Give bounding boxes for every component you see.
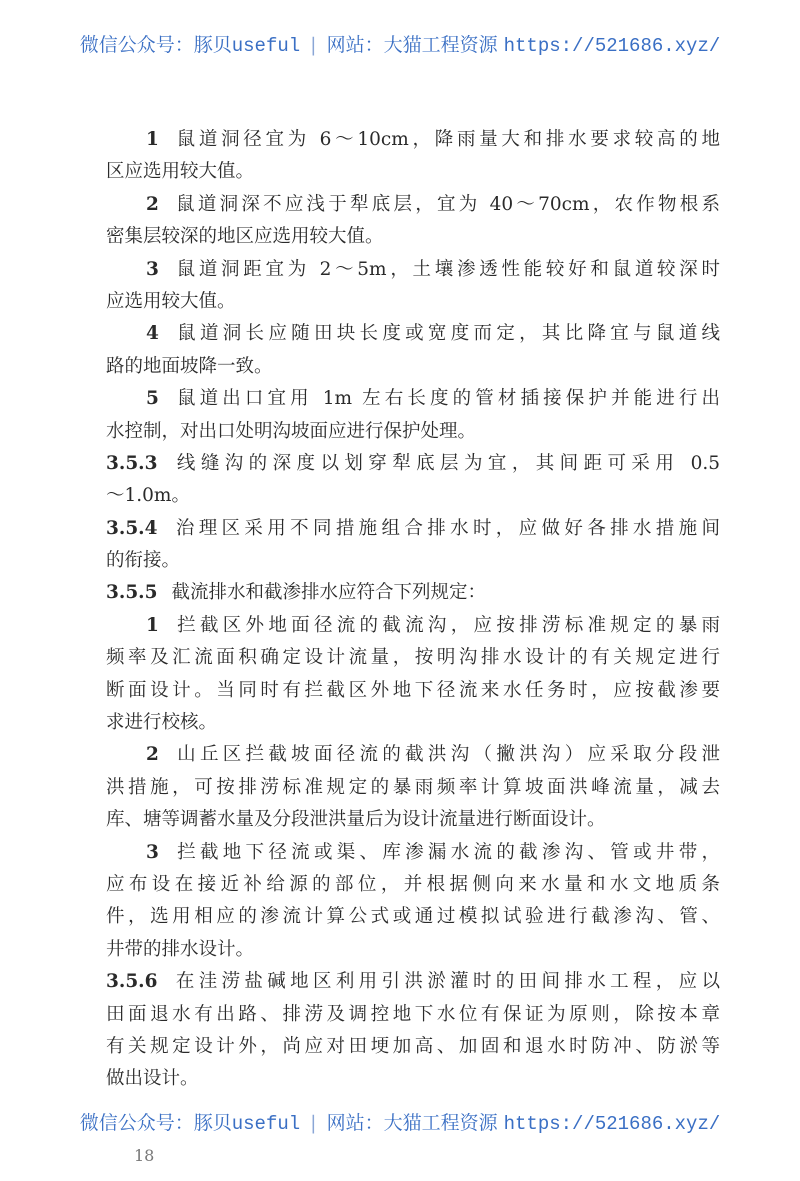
line-text: 件，选用相应的渗流计算公式或通过模拟试验进行截渗沟、管、 xyxy=(106,906,720,928)
text-line xyxy=(106,999,720,1031)
line-text: 鼠道出口宜用 1m 左右长度的管材插接保护并能进行出 xyxy=(172,388,720,410)
separator: | xyxy=(310,34,317,56)
text-line xyxy=(106,739,720,771)
item-number: 1 xyxy=(146,129,159,150)
clause-number: 3.5.5 xyxy=(106,582,158,604)
text-line xyxy=(106,1031,720,1063)
text-line xyxy=(106,513,720,545)
text-line xyxy=(106,221,720,253)
text-line xyxy=(106,351,720,383)
text-line xyxy=(106,869,720,901)
wechat-label: 微信公众号：豚贝 xyxy=(79,34,232,56)
line-text: 有关规定设计外，尚应对田埂加高、加固和退水时防冲、防淤等 xyxy=(106,1035,720,1057)
site-label: 网站：大猫工程资源 xyxy=(326,34,498,56)
text-line xyxy=(106,254,720,286)
wechat-name: useful xyxy=(231,35,301,57)
line-text: 田面退水有出路、排涝及调控地下水位有保证为原则，除按本章 xyxy=(106,1003,720,1025)
line-text: ～1.0m。 xyxy=(106,485,190,507)
text-line xyxy=(106,675,720,707)
text-line xyxy=(106,383,720,415)
watermark-header xyxy=(0,30,800,57)
document-body xyxy=(106,124,720,1096)
line-text: 拦截地下径流或渠、库渗漏水流的截渗沟、管或井带， xyxy=(172,841,720,863)
line-text: 鼠道洞长应随田块长度或宽度而定，其比降宜与鼠道线 xyxy=(172,323,720,345)
text-line xyxy=(106,837,720,869)
text-line xyxy=(106,545,720,577)
line-text: 鼠道洞径宜为 6～10cm，降雨量大和排水要求较高的地 xyxy=(172,129,720,150)
line-text: 鼠道洞深不应浅于犁底层，宜为 40～70cm，农作物根系 xyxy=(172,193,720,215)
page-number: 18 xyxy=(134,1146,155,1165)
text-line xyxy=(106,448,720,480)
text-line xyxy=(106,416,720,448)
line-text: 做出设计。 xyxy=(106,1068,199,1090)
text-line xyxy=(106,286,720,318)
text-line xyxy=(106,318,720,350)
text-line xyxy=(106,804,720,836)
watermark-footer xyxy=(0,1108,800,1135)
line-text: 截流排水和截渗排水应符合下列规定： xyxy=(171,582,487,604)
line-text: 的衔接。 xyxy=(106,550,181,572)
text-line xyxy=(106,189,720,221)
item-number: 3 xyxy=(146,258,159,280)
text-line xyxy=(106,156,720,188)
text-line xyxy=(106,901,720,933)
line-text: 区应选用较大值。 xyxy=(106,161,255,183)
site-label: 网站：大猫工程资源 xyxy=(326,1112,498,1134)
site-url: https://521686.xyz/ xyxy=(503,1113,721,1135)
text-line xyxy=(106,642,720,674)
line-text: 拦截区外地面径流的截流沟，应按排涝标准规定的暴雨 xyxy=(172,614,720,636)
clause-number: 3.5.4 xyxy=(106,517,158,539)
line-text: 鼠道洞距宜为 2～5m，土壤渗透性能较好和鼠道较深时 xyxy=(172,258,720,280)
line-text: 山丘区拦截坡面径流的截洪沟（撇洪沟）应采取分段泄 xyxy=(172,744,720,766)
text-line xyxy=(106,480,720,512)
text-line xyxy=(106,966,720,998)
clause-number: 3.5.3 xyxy=(106,452,158,474)
text-line xyxy=(106,1063,720,1095)
line-text: 在洼涝盐碱地区利用引洪淤灌时的田间排水工程，应以 xyxy=(171,971,720,993)
text-line xyxy=(106,577,720,609)
clause-number: 3.5.6 xyxy=(106,971,158,993)
line-text: 治理区采用不同措施组合排水时，应做好各排水措施间 xyxy=(171,517,720,539)
text-line xyxy=(106,934,720,966)
item-number: 4 xyxy=(146,323,159,345)
text-line xyxy=(106,124,720,156)
line-text: 应选用较大值。 xyxy=(106,290,236,312)
line-text: 应布设在接近补给源的部位，并根据侧向来水量和水文地质条 xyxy=(106,873,720,895)
line-text: 井带的排水设计。 xyxy=(106,938,255,960)
line-text: 水控制，对出口处明沟坡面应进行保护处理。 xyxy=(106,420,477,442)
text-line xyxy=(106,772,720,804)
item-number: 2 xyxy=(146,744,159,766)
separator: | xyxy=(310,1112,317,1134)
site-url: https://521686.xyz/ xyxy=(503,35,721,57)
line-text: 求进行校核。 xyxy=(106,712,218,734)
item-number: 5 xyxy=(146,388,159,410)
line-text: 库、塘等调蓄水量及分段泄洪量后为设计流量进行断面设计。 xyxy=(106,809,606,831)
item-number: 3 xyxy=(146,841,159,863)
line-text: 路的地面坡降一致。 xyxy=(106,355,273,377)
text-line xyxy=(106,610,720,642)
text-line xyxy=(106,707,720,739)
line-text: 密集层较深的地区应选用较大值。 xyxy=(106,226,384,248)
line-text: 洪措施，可按排涝标准规定的暴雨频率计算坡面洪峰流量，减去 xyxy=(106,776,720,798)
wechat-label: 微信公众号：豚贝 xyxy=(79,1112,232,1134)
wechat-name: useful xyxy=(231,1113,301,1135)
line-text: 线缝沟的深度以划穿犁底层为宜，其间距可采用 0.5 xyxy=(171,452,720,474)
line-text: 频率及汇流面积确定设计流量，按明沟排水设计的有关规定进行 xyxy=(106,647,720,669)
line-text: 断面设计。当同时有拦截区外地下径流来水任务时，应按截渗要 xyxy=(106,679,720,701)
item-number: 1 xyxy=(146,614,159,636)
item-number: 2 xyxy=(146,193,159,215)
